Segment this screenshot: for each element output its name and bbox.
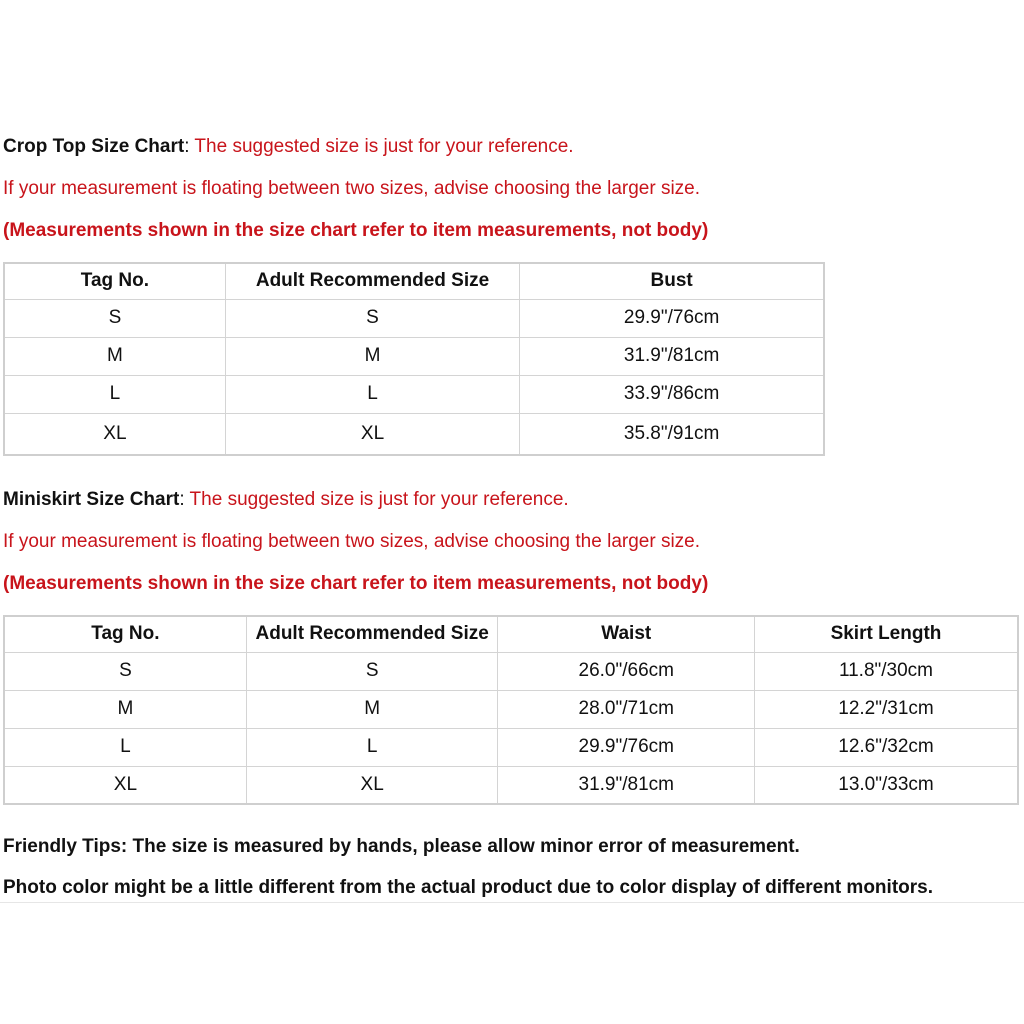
tag-cell: L [4, 375, 225, 413]
table-row [4, 766, 1018, 804]
column-header-tag: Tag No. [4, 616, 246, 652]
bust-cell: 29.9"/76cm [520, 299, 824, 337]
skirt-length-cell: 13.0"/33cm [754, 766, 1018, 804]
skirt-length-cell: 12.6"/32cm [754, 728, 1018, 766]
column-header-tag: Tag No. [4, 263, 225, 299]
adult-size-cell: L [246, 728, 498, 766]
crop-top-measurement-note: (Measurements shown in the size chart refer to item measurements, not body) [3, 220, 709, 241]
bust-cell: 31.9"/81cm [520, 337, 824, 375]
adult-size-cell: S [225, 299, 519, 337]
adult-size-cell: XL [246, 766, 498, 804]
waist-cell: 28.0"/71cm [498, 690, 755, 728]
miniskirt-floating-note: If your measurement is floating between two sizes, advise choosing the larger size. [3, 531, 701, 552]
column-header-skirt-length: Skirt Length [754, 616, 1018, 652]
miniskirt-title-separator: : [179, 489, 185, 510]
column-header-bust: Bust [520, 263, 824, 299]
table-row [4, 728, 1018, 766]
table-header-row [4, 263, 824, 299]
miniskirt-title: Miniskirt Size Chart [3, 489, 180, 510]
footer-divider [0, 902, 1024, 903]
bust-cell: 33.9"/86cm [520, 375, 824, 413]
crop-top-size-table [3, 262, 825, 456]
waist-cell: 31.9"/81cm [498, 766, 755, 804]
table-header-row [4, 616, 1018, 652]
tag-cell: S [4, 299, 225, 337]
table-row [4, 337, 824, 375]
table-row [4, 299, 824, 337]
waist-cell: 29.9"/76cm [498, 728, 755, 766]
crop-top-reference-note: The suggested size is just for your reference. [189, 136, 574, 157]
adult-size-cell: M [225, 337, 519, 375]
column-header-waist: Waist [498, 616, 755, 652]
tag-cell: M [4, 690, 246, 728]
crop-top-title: Crop Top Size Chart [3, 136, 185, 157]
waist-cell: 26.0"/66cm [498, 652, 755, 690]
tag-cell: S [4, 652, 246, 690]
friendly-tips: Friendly Tips: The size is measured by hands, please allow minor error of measurement. [3, 836, 800, 857]
table-row [4, 652, 1018, 690]
table-row [4, 690, 1018, 728]
crop-top-floating-note: If your measurement is floating between two sizes, advise choosing the larger size. [3, 178, 701, 199]
miniskirt-size-table [3, 615, 1019, 805]
tag-cell: XL [4, 413, 225, 455]
miniskirt-heading [3, 488, 569, 512]
adult-size-cell: M [246, 690, 498, 728]
table-row [4, 375, 824, 413]
adult-size-cell: XL [225, 413, 519, 455]
adult-size-cell: S [246, 652, 498, 690]
tag-cell: XL [4, 766, 246, 804]
table-row [4, 413, 824, 455]
tag-cell: L [4, 728, 246, 766]
column-header-adult-size: Adult Recommended Size [225, 263, 519, 299]
column-header-adult-size: Adult Recommended Size [246, 616, 498, 652]
crop-top-heading [3, 135, 574, 159]
bust-cell: 35.8"/91cm [520, 413, 824, 455]
skirt-length-cell: 11.8"/30cm [754, 652, 1018, 690]
adult-size-cell: L [225, 375, 519, 413]
skirt-length-cell: 12.2"/31cm [754, 690, 1018, 728]
crop-top-title-separator: : [184, 136, 190, 157]
tag-cell: M [4, 337, 225, 375]
photo-color-note: Photo color might be a little different from the actual product due to color display of different monitors. [3, 877, 933, 898]
miniskirt-reference-note: The suggested size is just for your reference. [184, 489, 569, 510]
miniskirt-measurement-note: (Measurements shown in the size chart refer to item measurements, not body) [3, 573, 709, 594]
